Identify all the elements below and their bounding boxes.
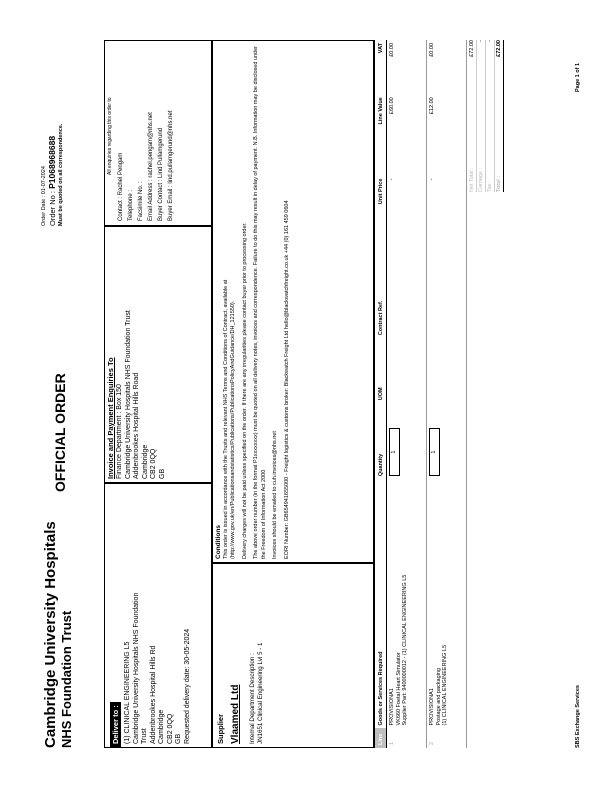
quantity-cell	[387, 403, 427, 479]
condition-paragraph: Delivery charges will not be paid unless specified on the order. If there are any irregularities please contact buyer prior to processing order.	[241, 222, 248, 559]
column-header-contract-ref: Contract Ref.	[375, 262, 387, 338]
address-line: Addenbrookes Hospital Hills Rd	[149, 645, 157, 744]
item-detail: Supplier Part: 9400000012 - (1) CLINICAL ENGINEERING L5	[402, 574, 408, 726]
contract-ref-cell	[387, 262, 427, 338]
order-meta	[40, 40, 65, 226]
line-value-cell: £12.00	[427, 94, 467, 175]
condition-paragraph: EORI Number: GB654941655000 - Freight logistics & customs broker: Blackwatch Freight Ltd hello@blackwatchfreight.co.uk +44 (0) 161 459 0604	[283, 200, 290, 559]
contact-details	[114, 41, 178, 225]
unit-price-cell: -	[387, 176, 427, 263]
address-line: GB	[175, 733, 182, 744]
column-header-goods: Goods or Services Required	[375, 479, 387, 728]
tax-row	[486, 40, 495, 192]
tax-value: -	[487, 40, 493, 42]
column-header-vat: VAT	[375, 40, 387, 94]
item-name: VK660 Foetal Heart Simulator	[395, 652, 402, 726]
line-number: 1	[387, 728, 427, 748]
page-number: Page 1 of 1	[575, 62, 581, 92]
unit-price-cell: -	[427, 176, 467, 263]
totals-box	[468, 40, 504, 192]
footer-provider: SBS Exchange Services	[575, 685, 581, 748]
conditions-box	[212, 40, 374, 563]
item-detail: (1) CLINICAL ENGINEERING L5	[442, 645, 448, 726]
condition-paragraph: This order is issued in accordance with the Trusts and relevant NHS Terms and Conditions of Contract, available at (http://www.gov.uk/en/Publicationsandstatistics/Publications/PublicationsPolicyAndGuidance/DH_121550).	[222, 279, 236, 559]
order-number-label: Order No :	[48, 190, 57, 226]
address-line: CB2 0QQ	[166, 713, 174, 744]
table-row	[387, 40, 427, 748]
carriage-label: Carriage :	[478, 167, 484, 192]
vat-cell: £0.00	[387, 40, 427, 94]
address-line: Trust	[141, 728, 148, 744]
contact-name: Contact : Rachel Pengam	[118, 152, 124, 221]
contract-ref-cell	[427, 262, 467, 338]
item-name: Postage and packaging	[435, 667, 442, 726]
item-code: PROVISIONA1	[389, 688, 395, 726]
address-line: Cambridge University Hospitals NHS Foundation	[132, 592, 140, 744]
address-line: GB	[158, 468, 166, 479]
invoice-to-address	[115, 227, 168, 482]
vat-cell: £0.00	[427, 40, 467, 94]
supplier-label: Supplier	[216, 713, 225, 744]
uom-cell	[387, 338, 427, 403]
contact-hint: All enquiries regarding this order to	[107, 97, 113, 175]
carriage-row	[477, 40, 486, 192]
buyer-email: Buyer Email : lind.pullamgerund@nhs.net	[168, 110, 174, 221]
item-code: PROVISIONA1	[429, 688, 435, 726]
grand-total-row	[495, 40, 504, 192]
address-line: Cambridge	[158, 709, 165, 744]
buyer-contact: Buyer Contact : Lind Pullamgerund	[158, 127, 164, 221]
uom-cell	[427, 338, 467, 403]
column-header-uom: UOM	[375, 338, 387, 403]
invoice-to-box	[104, 226, 212, 483]
address-line: (1) CLINICAL ENGINEERING L5	[124, 641, 131, 744]
contact-email: Email Address : rachel.pengam@nhs.net	[148, 112, 154, 221]
deliver-to-label: Deliver to :	[110, 702, 121, 747]
quantity-value: 1	[429, 428, 440, 476]
document-title: OFFICIAL ORDER	[52, 373, 68, 492]
address-line: Cambridge University Hospitals NHS Foundation Trust	[124, 310, 132, 479]
net-total-value: £72.00	[469, 40, 475, 57]
line-value-cell: £60.00	[387, 94, 427, 175]
table-header-row	[375, 40, 387, 748]
grand-total-label: Total :	[496, 175, 502, 192]
order-number: P1068968688	[47, 135, 57, 189]
deliver-to-address	[123, 484, 193, 747]
order-date: Order Date : 01-07-2024	[41, 166, 47, 226]
net-total-row	[468, 40, 477, 192]
address-line: Addenbrookes Hospital Hills Road	[133, 372, 140, 479]
quantity-value: 1	[389, 428, 400, 476]
requested-delivery-date: Requested delivery date: 30-05-2024	[183, 628, 191, 744]
organisation-name: Cambridge University Hospitals	[42, 521, 59, 748]
supplier-box	[212, 563, 374, 748]
supplier-name: Vlaamed Ltd	[230, 684, 241, 744]
contact-box	[104, 40, 212, 226]
contact-fax: Facsimile No. :	[138, 181, 144, 221]
organisation-subtitle: NHS Foundation Trust	[59, 610, 74, 748]
carriage-value: -	[478, 40, 484, 42]
grand-total-value: £72.00	[496, 40, 502, 57]
order-lines-table	[374, 40, 467, 748]
table-row	[427, 40, 467, 748]
address-line: CB2 0QQ	[150, 448, 157, 479]
department-description-value: JN1651 Clinical Engineering Lvl 5 - 1	[257, 642, 264, 744]
conditions-label: Conditions	[215, 525, 222, 559]
line-number: 2	[427, 728, 467, 748]
goods-description	[427, 479, 467, 728]
column-header-line-value: Line Value	[375, 94, 387, 175]
column-header-line: Line	[375, 728, 387, 748]
deliver-to-box	[104, 483, 212, 748]
tax-label: Tax :	[487, 180, 493, 192]
contact-telephone: Telephone :	[128, 189, 134, 221]
net-total-label: Net Total :	[469, 167, 475, 192]
order-number-note: Must be quoted on all correspondence.	[58, 123, 64, 226]
column-header-quantity: Quantity	[375, 403, 387, 479]
condition-paragraph: Invoices should be emailed to cuh.invoices@nhs.net	[272, 431, 278, 559]
address-line: Cambridge	[141, 444, 149, 479]
quantity-cell	[427, 403, 467, 479]
goods-description	[387, 479, 427, 728]
condition-paragraph: The above order number (in the format P1xxxxxxxx) must be quoted on all delivery notes, invoices and correspondence. Failure to do this may result in delay of payment. N.B. Information may be disclosed under the Freedom of Information Act 2000	[253, 46, 267, 559]
invoice-to-label: Invoice and Payment Enquiries To	[106, 357, 115, 479]
address-line: Finance Department : Box 150	[116, 384, 123, 479]
department-description	[241, 564, 265, 747]
order-number-line	[48, 40, 57, 226]
column-header-unit-price: Unit Price	[375, 176, 387, 263]
department-description-label: Internal Department Description :	[249, 653, 256, 744]
